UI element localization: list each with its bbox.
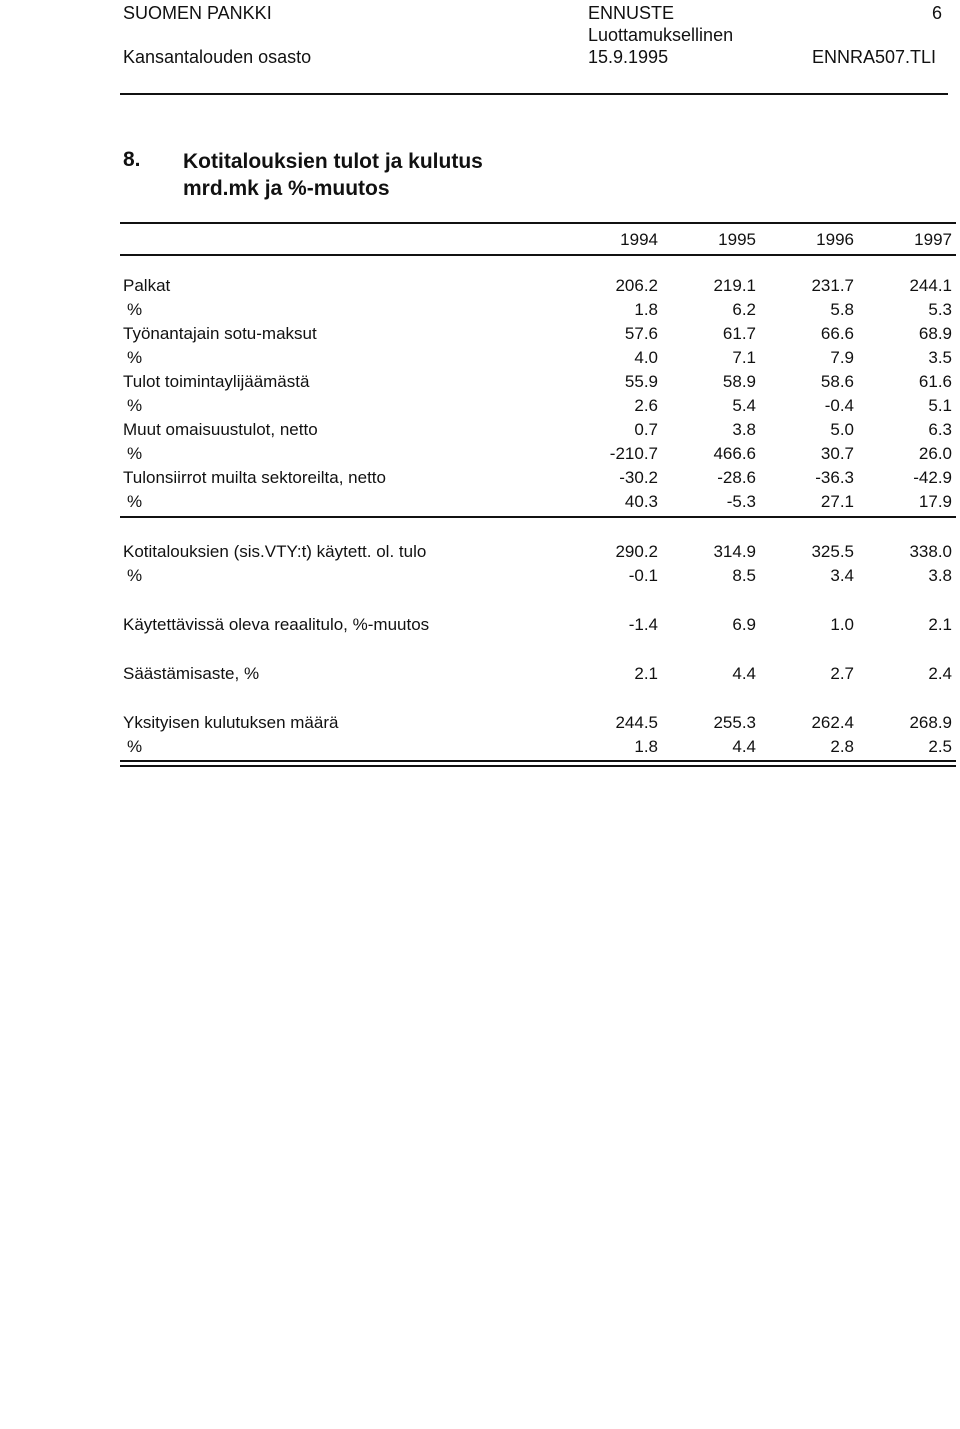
- row-value: 58.6: [820, 372, 854, 391]
- row-label: %: [127, 737, 143, 756]
- row-label: %: [127, 396, 143, 415]
- table-bottom-rule-1: [120, 760, 956, 762]
- row-label: Kotitalouksien (sis.VTY:t) käytett. ol. tulo: [123, 542, 427, 561]
- row-value: 61.6: [918, 372, 952, 391]
- row-label: Muut omaisuustulot, netto: [123, 420, 318, 439]
- row-value: 1.0: [830, 615, 854, 634]
- year-header: 1996: [816, 230, 854, 249]
- table-bottom-rule-2: [120, 765, 956, 767]
- year-header: 1995: [718, 230, 756, 249]
- table-row: [0, 541, 960, 565]
- table-row: [0, 712, 960, 736]
- row-value: 206.2: [615, 276, 658, 295]
- row-value: 3.8: [732, 420, 756, 439]
- row-value: 314.9: [713, 542, 756, 561]
- row-value: 4.4: [732, 664, 756, 683]
- table-title: Kotitalouksien tulot ja kulutus: [183, 150, 483, 173]
- row-value: -0.1: [628, 566, 658, 585]
- table-number: 8.: [123, 148, 141, 171]
- row-label: %: [127, 348, 143, 367]
- row-value: 30.7: [820, 444, 854, 463]
- row-value: 4.0: [634, 348, 658, 367]
- row-label: %: [127, 492, 143, 511]
- row-value: 5.4: [732, 396, 756, 415]
- table-row: [0, 736, 960, 760]
- row-value: 338.0: [909, 542, 952, 561]
- row-label: %: [127, 444, 143, 463]
- table-row: [0, 299, 960, 323]
- row-label: %: [127, 566, 143, 585]
- row-value: 6.3: [928, 420, 952, 439]
- table-row: [0, 565, 960, 589]
- row-value: 2.5: [928, 737, 952, 756]
- document-date: 15.9.1995: [588, 47, 669, 67]
- row-value: 244.5: [615, 713, 658, 732]
- row-value: -5.3: [726, 492, 756, 511]
- row-value: 7.1: [732, 348, 756, 367]
- row-value: 262.4: [811, 713, 854, 732]
- row-value: -0.4: [824, 396, 854, 415]
- row-label: Yksityisen kulutuksen määrä: [123, 713, 339, 732]
- file-name: ENNRA507.TLI: [812, 47, 937, 67]
- header-divider: [120, 93, 948, 95]
- table-row: [0, 371, 960, 395]
- department-name: Kansantalouden osasto: [123, 47, 312, 67]
- row-value: 58.9: [722, 372, 756, 391]
- row-value: -30.2: [619, 468, 658, 487]
- row-value: 61.7: [722, 324, 756, 343]
- table-row: [0, 323, 960, 347]
- row-label: Tulonsiirrot muilta sektoreilta, netto: [123, 468, 386, 487]
- row-value: 231.7: [811, 276, 854, 295]
- row-value: 3.5: [928, 348, 952, 367]
- row-value: 8.5: [732, 566, 756, 585]
- row-value: 1.8: [634, 737, 658, 756]
- row-value: 0.7: [634, 420, 658, 439]
- table-top-rule: [120, 222, 956, 224]
- row-value: 57.6: [624, 324, 658, 343]
- row-value: 7.9: [830, 348, 854, 367]
- row-value: 2.1: [634, 664, 658, 683]
- row-value: -36.3: [815, 468, 854, 487]
- row-value: 5.3: [928, 300, 952, 319]
- table-row: [0, 663, 960, 687]
- table-row: [0, 491, 960, 515]
- table-subtitle: mrd.mk ja %-muutos: [183, 177, 390, 200]
- row-value: 2.8: [830, 737, 854, 756]
- row-value: 17.9: [918, 492, 952, 511]
- row-value: 5.0: [830, 420, 854, 439]
- row-value: 55.9: [624, 372, 658, 391]
- row-value: 5.8: [830, 300, 854, 319]
- row-value: 6.9: [732, 615, 756, 634]
- row-label: Työnantajain sotu-maksut: [123, 324, 317, 343]
- row-value: 255.3: [713, 713, 756, 732]
- year-header-row: [0, 229, 960, 253]
- row-label: Säästämisaste, %: [123, 664, 260, 683]
- row-value: 5.1: [928, 396, 952, 415]
- row-value: 68.9: [918, 324, 952, 343]
- row-label: Käytettävissä oleva reaalitulo, %-muutos: [123, 615, 430, 634]
- row-label: Palkat: [123, 276, 171, 295]
- header-underline: [120, 254, 956, 256]
- section-rule: [120, 516, 956, 518]
- row-value: 1.8: [634, 300, 658, 319]
- row-value: 40.3: [624, 492, 658, 511]
- table-row: [0, 419, 960, 443]
- row-value: 2.7: [830, 664, 854, 683]
- row-value: 2.6: [634, 396, 658, 415]
- row-value: 325.5: [811, 542, 854, 561]
- row-value: 219.1: [713, 276, 756, 295]
- row-value: 66.6: [820, 324, 854, 343]
- table-row: [0, 395, 960, 419]
- page-number: 6: [932, 3, 943, 23]
- row-value: -42.9: [913, 468, 952, 487]
- row-value: 3.4: [830, 566, 854, 585]
- row-value: 268.9: [909, 713, 952, 732]
- table-row: [0, 443, 960, 467]
- row-value: -28.6: [717, 468, 756, 487]
- table-row: [0, 467, 960, 491]
- row-value: 26.0: [918, 444, 952, 463]
- table-row: [0, 275, 960, 299]
- year-header: 1997: [914, 230, 952, 249]
- row-value: 6.2: [732, 300, 756, 319]
- row-label: %: [127, 300, 143, 319]
- row-value: 27.1: [820, 492, 854, 511]
- row-value: 466.6: [713, 444, 756, 463]
- row-value: -210.7: [609, 444, 658, 463]
- row-label: Tulot toimintaylijäämästä: [123, 372, 310, 391]
- row-value: 4.4: [732, 737, 756, 756]
- row-value: 3.8: [928, 566, 952, 585]
- table-row: [0, 614, 960, 638]
- row-value: 2.4: [928, 664, 952, 683]
- table-row: [0, 347, 960, 371]
- row-value: 290.2: [615, 542, 658, 561]
- classification: Luottamuksellinen: [588, 25, 734, 45]
- org-name: SUOMEN PANKKI: [123, 3, 272, 23]
- row-value: 244.1: [909, 276, 952, 295]
- document-type: ENNUSTE: [588, 3, 675, 23]
- row-value: 2.1: [928, 615, 952, 634]
- year-header: 1994: [620, 230, 658, 249]
- row-value: -1.4: [628, 615, 658, 634]
- page-title: [183, 148, 483, 202]
